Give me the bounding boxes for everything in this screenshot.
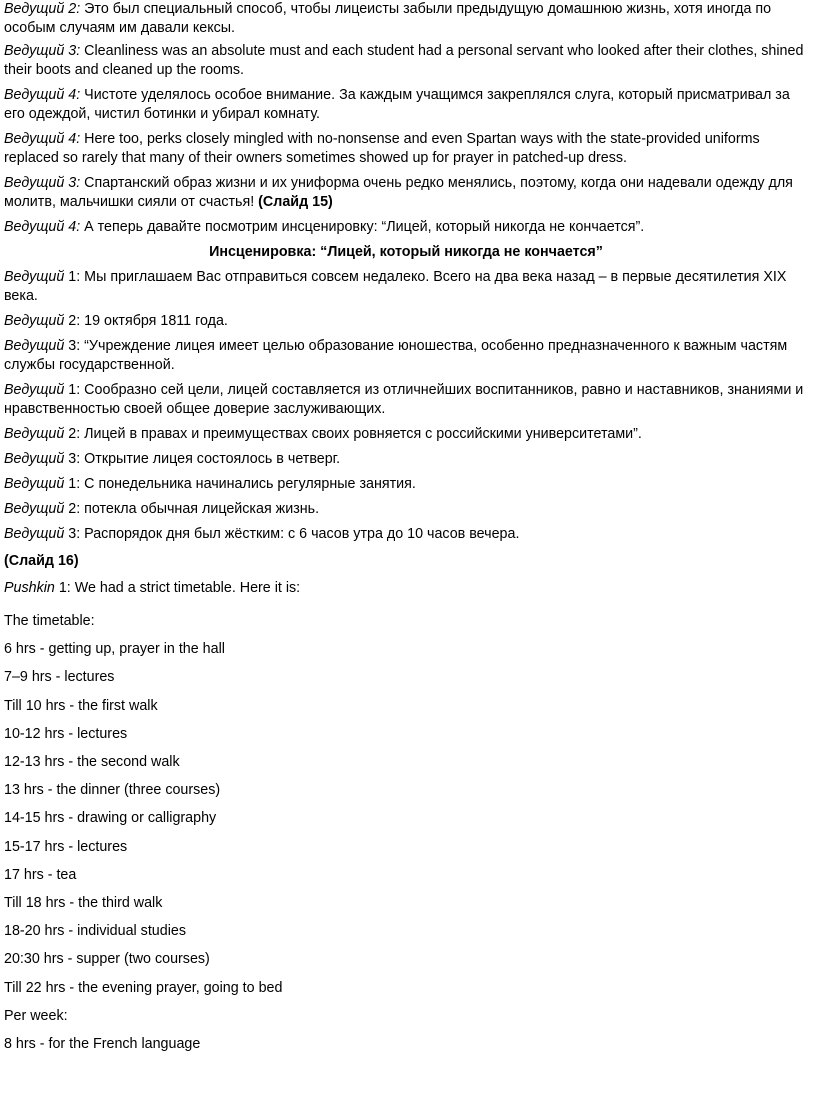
per-week-title: Per week: [4, 1007, 68, 1024]
dialogue-line [4, 450, 808, 469]
paragraph-text: Это был специальный способ, чтобы лицеисты забыли предыдущую домашнюю жизнь, хотя иногда по особым случаям им давали кексы. [4, 1, 772, 36]
speaker-label: Pushkin [4, 580, 55, 596]
speaker-label: Ведущий [4, 501, 65, 517]
dialogue-text: 1: С понедельника начинались регулярные занятия. [64, 476, 416, 492]
speaker-label: Ведущий 4: [4, 219, 81, 235]
speaker-label: Ведущий [4, 313, 65, 329]
timetable-item: 6 hrs - getting up, prayer in the hall [4, 641, 225, 658]
timetable-item: 20:30 hrs - supper (two courses) [4, 951, 210, 968]
script-paragraph [4, 130, 808, 168]
dialogue-text: 3: “Учреждение лицея имеет целью образование юношества, особенно предназначенного к важным частям службы государственной. [4, 338, 788, 373]
script-paragraph [4, 174, 808, 212]
dialogue-line [4, 500, 808, 519]
dialogue-text: 2: Лицей в правах и преимуществах своих ровняется с российскими университетами”. [64, 426, 642, 442]
speaker-label: Ведущий [4, 476, 65, 492]
speaker-label: Ведущий [4, 426, 65, 442]
speaker-label: Ведущий 3: [4, 43, 81, 59]
timetable-item: 7–9 hrs - lectures [4, 669, 115, 686]
weekly-item: 8 hrs - for the French language [4, 1036, 201, 1053]
paragraph-text: Чистоте уделялось особое внимание. За каждым учащимся закреплялся слуга, который присматривал за его одеждой, чистил ботинки и убирал комнату. [4, 87, 790, 122]
speaker-label: Ведущий [4, 526, 65, 542]
dialogue-line [4, 381, 808, 419]
script-paragraph [4, 0, 808, 38]
dialogue-text: 2: 19 октября 1811 года. [64, 313, 228, 329]
dialogue-line [4, 525, 808, 544]
timetable-item: 10-12 hrs - lectures [4, 725, 128, 742]
script-paragraph [4, 86, 808, 124]
dialogue-line [4, 268, 808, 306]
timetable-item: Till 22 hrs - the evening prayer, going to bed [4, 979, 283, 996]
timetable-list [4, 635, 808, 1002]
speaker-label: Ведущий 4: [4, 87, 81, 103]
slide-note: (Слайд 15) [258, 194, 333, 210]
pushkin-text: 1: We had a strict timetable. Here it is: [54, 580, 301, 596]
dialogue-line [4, 337, 808, 375]
timetable-item: 14-15 hrs - drawing or calligraphy [4, 810, 217, 827]
dialogue-line [4, 312, 808, 331]
section-heading: Инсценировка: “Лицей, который никогда не кончается” [209, 244, 603, 260]
script-paragraph [4, 42, 808, 80]
dialogue-text: 3: Открытие лицея состоялось в четверг. [64, 451, 341, 467]
speaker-label: Ведущий 2: [4, 1, 81, 17]
paragraph-text: А теперь давайте посмотрим инсценировку: “Лицей, который никогда не кончается”. [80, 219, 645, 235]
speaker-label: Ведущий 3: [4, 175, 81, 191]
timetable-item: 17 hrs - tea [4, 866, 77, 883]
dialogue-line [4, 425, 808, 444]
dialogue-text: 1: Сообразно сей цели, лицей составляется из отличнейших воспитанников, равно и наставников, знаниями и нравственностью своей общее доверие заслуживающих. [4, 382, 804, 417]
timetable-item: 15-17 hrs - lectures [4, 838, 128, 855]
timetable-item: Till 18 hrs - the third walk [4, 895, 163, 912]
speaker-label: Ведущий [4, 451, 65, 467]
timetable-item: 13 hrs - the dinner (three courses) [4, 782, 221, 799]
speaker-label: Ведущий [4, 269, 65, 285]
timetable-item: 12-13 hrs - the second walk [4, 754, 180, 771]
script-paragraph [4, 218, 808, 237]
dialogue-text: 1: Мы приглашаем Вас отправиться совсем недалеко. Всего на два века назад – в первые десятилетия XIX века. [4, 269, 787, 304]
slide-note: (Слайд 16) [4, 553, 79, 569]
dialogue-text: 2: потекла обычная лицейская жизнь. [64, 501, 320, 517]
speaker-label: Ведущий [4, 382, 65, 398]
speaker-label: Ведущий [4, 338, 65, 354]
pushkin-line [4, 579, 808, 598]
dialogue-text: 3: Распорядок дня был жёстким: с 6 часов утра до 10 часов вечера. [64, 526, 520, 542]
speaker-label: Ведущий 4: [4, 131, 81, 147]
paragraph-text: Cleanliness was an absolute must and each student had a personal servant who looked after their clothes, shined their boots and cleaned up the rooms. [4, 43, 804, 78]
paragraph-text: Спартанский образ жизни и их униформа очень редко менялись, поэтому, когда они надевали одежду для молитв, мальчишки сияли от счастья! [4, 175, 793, 210]
timetable-title: The timetable: [4, 613, 95, 629]
dialogue-line [4, 475, 808, 494]
paragraph-text: Here too, perks closely mingled with no-nonsense and even Spartan ways with the state-provided uniforms replaced so rarely that many of their owners sometimes showed up for prayer in patched-up dress. [4, 131, 760, 166]
timetable-item: Till 10 hrs - the first walk [4, 697, 158, 714]
timetable-item: 18-20 hrs - individual studies [4, 923, 186, 940]
